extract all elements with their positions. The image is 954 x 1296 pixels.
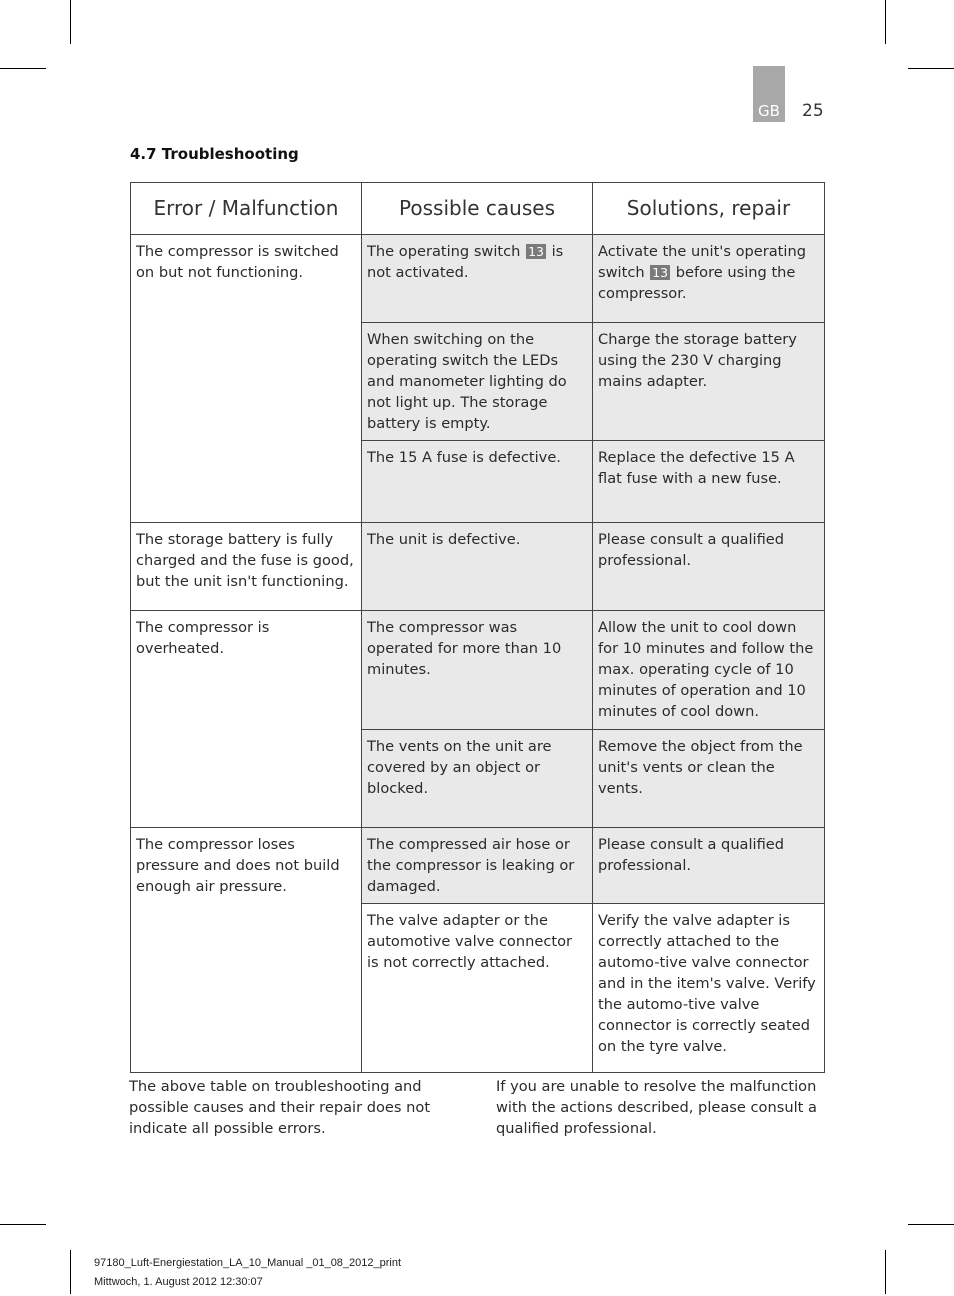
footer-timestamp: Mittwoch, 1. August 2012 12:30:07	[94, 1276, 263, 1288]
crop-mark	[885, 0, 886, 44]
table-row	[131, 235, 825, 323]
crop-mark	[885, 1250, 886, 1294]
table-row	[131, 611, 825, 730]
crop-mark	[70, 1250, 71, 1294]
crop-mark	[908, 68, 954, 69]
cause-cell: The operating switch 13 is not activated.	[362, 235, 593, 323]
footer-filename: 97180_Luft-Energiestation_LA_10_Manual _01_08_2012_print	[94, 1257, 402, 1269]
solution-cell: Allow the unit to cool down for 10 minutes and follow the max. operating cycle of 10 minutes of operation and 10 minutes of cool down.	[593, 611, 825, 730]
error-cell: The compressor is switched on but not functioning.	[131, 235, 362, 523]
reference-13: 13	[528, 244, 544, 259]
cause-cell: The 15 A fuse is defective.	[362, 441, 593, 523]
solution-cell: Activate the unit's operating switch 13 before using the compressor.	[593, 235, 825, 323]
cause-cell: The vents on the unit are covered by an object or blocked.	[362, 730, 593, 828]
error-cell: The compressor loses pressure and does not build enough air pressure.	[131, 828, 362, 1073]
error-cell: The compressor is overheated.	[131, 611, 362, 828]
note-left: The above table on troubleshooting and possible causes and their repair does not indicate all possible errors.	[129, 1078, 431, 1137]
table-row	[131, 523, 825, 611]
solution-cell: Verify the valve adapter is correctly attached to the automo-tive valve connector and in the item's valve. Verify the automo-tive valve connector is correctly seated on the tyre valve.	[593, 904, 825, 1073]
page-number: 25	[802, 101, 824, 121]
crop-mark	[0, 68, 46, 69]
solution-cell: Please consult a qualified professional.	[593, 523, 825, 611]
error-cell: The storage battery is fully charged and the fuse is good, but the unit isn't functioning.	[131, 523, 362, 611]
solution-cell: Charge the storage battery using the 230 V charging mains adapter.	[593, 323, 825, 441]
table-row	[131, 828, 825, 904]
troubleshooting-table	[130, 182, 825, 1073]
language-tab-label: GB	[758, 102, 780, 120]
reference-13: 13	[652, 265, 669, 280]
header-causes: Possible causes	[362, 183, 593, 235]
header-error: Error / Malfunction	[131, 183, 362, 235]
cause-cell: The compressed air hose or the compressor is leaking or damaged.	[362, 828, 593, 904]
crop-mark	[0, 1224, 46, 1225]
cause-cell: The valve adapter or the automotive valve connector is not correctly attached.	[362, 904, 593, 1073]
solution-cell: Replace the defective 15 A flat fuse with a new fuse.	[593, 441, 825, 523]
crop-mark	[70, 0, 71, 44]
header-solutions: Solutions, repair	[593, 183, 825, 235]
cause-cell: The compressor was operated for more than 10 minutes.	[362, 611, 593, 730]
table-header-row	[131, 183, 825, 235]
note-right: If you are unable to resolve the malfunction with the actions described, please consult a qualified professional.	[496, 1078, 817, 1137]
crop-mark	[908, 1224, 954, 1225]
solution-cell: Please consult a qualified professional.	[593, 828, 825, 904]
solution-cell: Remove the object from the unit's vents or clean the vents.	[593, 730, 825, 828]
cause-cell: When switching on the operating switch the LEDs and manometer lighting do not light up. The storage battery is empty.	[362, 323, 593, 441]
language-tab	[753, 66, 785, 122]
cause-cell: The unit is defective.	[362, 523, 593, 611]
section-heading: 4.7 Troubleshooting	[130, 145, 299, 163]
